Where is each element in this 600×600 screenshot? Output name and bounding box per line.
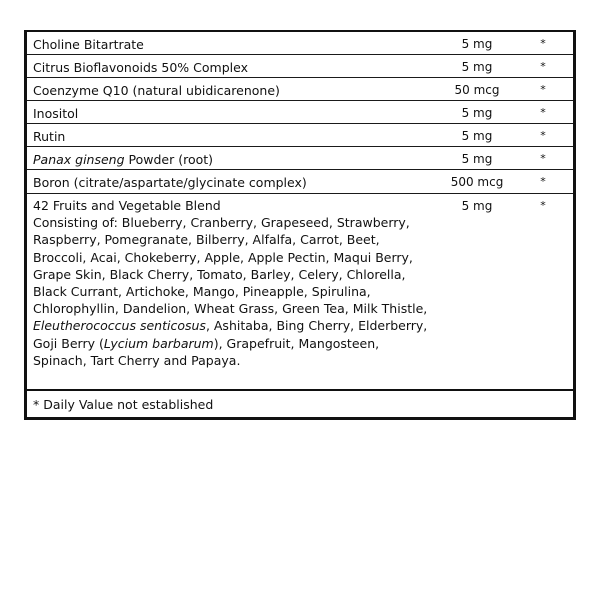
ingredient-name-italic: Panax ginseng bbox=[33, 152, 125, 167]
ingredient-name: Citrus Bioflavonoids 50% Complex bbox=[33, 60, 248, 75]
ingredient-name: Inositol bbox=[33, 106, 79, 121]
table-row bbox=[27, 124, 573, 147]
footnote-divider bbox=[27, 389, 573, 391]
ingredient-name bbox=[33, 151, 428, 168]
table-row bbox=[27, 101, 573, 124]
blend-ingredients-italic1: Eleutherococcus senticosus bbox=[33, 318, 206, 334]
blend-ingredients-part3: ), Grapefruit, Mangosteen, Spinach, Tart Cherry and Papaya. bbox=[33, 335, 380, 368]
ingredient-amount: 5 mg bbox=[461, 37, 493, 51]
ingredient-name-rest: Powder (root) bbox=[124, 152, 214, 167]
footnote: * Daily Value not established bbox=[33, 397, 214, 412]
ingredient-name: Boron (citrate/aspartate/glycinate complex) bbox=[33, 175, 307, 190]
blend-ingredients-part2: , Ashitaba, Bing Cherry, Elderberry, Goji Berry ( bbox=[33, 318, 428, 351]
ingredient-amount: 5 mg bbox=[461, 129, 493, 143]
table-row bbox=[27, 55, 573, 78]
supplement-facts-panel bbox=[24, 30, 576, 420]
daily-value: * bbox=[540, 37, 546, 50]
daily-value: * bbox=[540, 175, 546, 188]
blend-amount: 5 mg bbox=[461, 199, 493, 213]
ingredient-amount: 5 mg bbox=[461, 152, 493, 166]
ingredient-amount: 500 mcg bbox=[450, 175, 504, 189]
table-row bbox=[27, 78, 573, 101]
blend-description bbox=[33, 197, 428, 369]
blend-daily-value: * bbox=[540, 199, 546, 212]
ingredient-amount: 5 mg bbox=[461, 106, 493, 120]
blend-ingredients-italic2: Lycium barbarum bbox=[103, 335, 214, 351]
daily-value: * bbox=[540, 60, 546, 73]
daily-value: * bbox=[540, 106, 546, 119]
daily-value: * bbox=[540, 129, 546, 142]
ingredient-amount: 50 mcg bbox=[454, 83, 500, 97]
daily-value: * bbox=[540, 83, 546, 96]
table-row bbox=[27, 170, 573, 194]
ingredient-amount: 5 mg bbox=[461, 60, 493, 74]
blend-row bbox=[27, 194, 573, 389]
blend-title: 42 Fruits and Vegetable Blend bbox=[33, 198, 221, 213]
daily-value: * bbox=[540, 152, 546, 165]
blend-ingredients-part1: Consisting of: Blueberry, Cranberry, Grapeseed, Strawberry, Raspberry, Pomegranate, Bilberry, Alfalfa, Carrot, Beet, Broccoli, Acai, Chokeberry, Apple, Apple Pectin, Maqui Berry, Grape Skin, Black Cherry, Tomato, Barley, Celery, Chlorella, Black Currant, Artichoke, Mango, Pineapple, Spirulina, Chlorophyllin, Dandelion, Wheat Grass, Green Tea, Milk Thistle, bbox=[33, 215, 428, 317]
ingredient-name: Choline Bitartrate bbox=[33, 37, 144, 52]
ingredient-name: Coenzyme Q10 (natural ubidicarenone) bbox=[33, 83, 280, 98]
ingredient-name: Rutin bbox=[33, 129, 66, 144]
panel-content bbox=[27, 32, 573, 417]
table-row bbox=[27, 147, 573, 170]
table-row bbox=[27, 32, 573, 55]
